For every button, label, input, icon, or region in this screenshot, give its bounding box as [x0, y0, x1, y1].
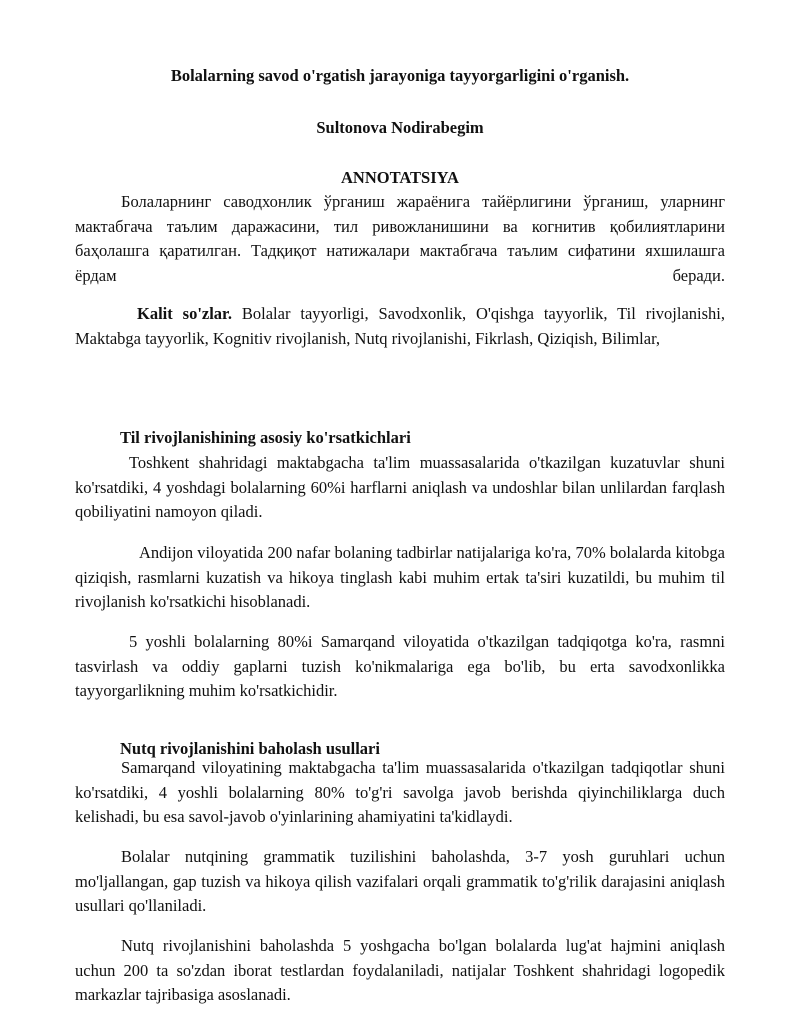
keywords-paragraph [75, 302, 725, 351]
body-paragraph: Samarqand viloyatining maktabgacha ta'lim muassasalarida o'tkazilgan tadqiqotlar shuni ko'rsatdiki, 4 yoshli bolalarning 80% to'g'ri savolga javob berishda qiyinchiliklarga duch kelishadi, bu esa savol-javob o'yinlarining ahamiyatini ta'kidlaydi. [75, 758, 725, 826]
keywords-text: Bolalar tayyorligi, Savodxonlik, O'qishga tayyorlik, Til rivojlanishi, Maktabga tayyorlik, Kognitiv rivojlanish, Nutq rivojlanishi, Fikrlash, Qiziqish, Bilimlar, [75, 304, 725, 348]
body-paragraph: Andijon viloyatida 200 nafar bolaning tadbirlar natijalariga ko'ra, 70% bolalarda kitobga qiziqish, rasmlarni kuzatish va hikoya tinglash kabi muhim ertak ta'siri kuzatildi, bu muhim til rivojlanish ko'rsatkichi hisoblanadi. [75, 543, 725, 611]
keywords-label: Kalit so'zlar. [137, 304, 232, 323]
section-heading: Til rivojlanishining asosiy ko'rsatkichlari [120, 428, 411, 447]
body-paragraph: Nutq rivojlanishini baholashda 5 yoshgacha bo'lgan bolalarda lug'at hajmini aniqlash uchun 200 ta so'zdan iborat testlardan foydalaniladi, natijalar Toshkent shahridagi logopedik markazlar tajribasiga asoslanadi. [75, 936, 725, 1004]
body-paragraph: Bolalar nutqining grammatik tuzilishini baholashda, 3-7 yosh guruhlari uchun mo'ljallangan, gap tuzish va hikoya qilish vazifalari orqali grammatik to'g'rilik darajasini aniqlash usullari qo'llaniladi. [75, 847, 725, 915]
paper-title: Bolalarning savod o'rgatish jarayoniga tayyorgarligini o'rganish. [170, 66, 630, 85]
abstract-heading: ANNOTATSIYA [341, 168, 459, 187]
section-heading: Nutq rivojlanishini baholash usullari [120, 739, 380, 758]
author-name: Sultonova Nodirabegim [316, 118, 484, 137]
abstract-text: Болаларнинг саводхонлик ўрганиш жараёнига тайёрлигини ўрганиш, уларнинг мактабгача таълим даражасини, тил ривожланишини ва когнитив қобилиятларини баҳолашга қаратилган. Тадқиқот натижалари мактабгача таълим сифатини яхшилашга ёрдам беради. [75, 192, 725, 285]
body-paragraph: 5 yoshli bolalarning 80%i Samarqand viloyatida o'tkazilgan tadqiqotga ko'ra, rasmni tasvirlash va oddiy gaplarni tuzish ko'nikmalariga ega bo'lib, bu erta savodxonlikka tayyorgarlikning muhim ko'rsatkichidir. [75, 632, 725, 700]
body-paragraph: Toshkent shahridagi maktabgacha ta'lim muassasalarida o'tkazilgan kuzatuvlar shuni ko'rsatdiki, 4 yoshdagi bolalarning 60%i harflarni aniqlash va undoshlar bilan unlilardan farqlash qobiliyatini namoyon qiladi. [75, 453, 725, 521]
